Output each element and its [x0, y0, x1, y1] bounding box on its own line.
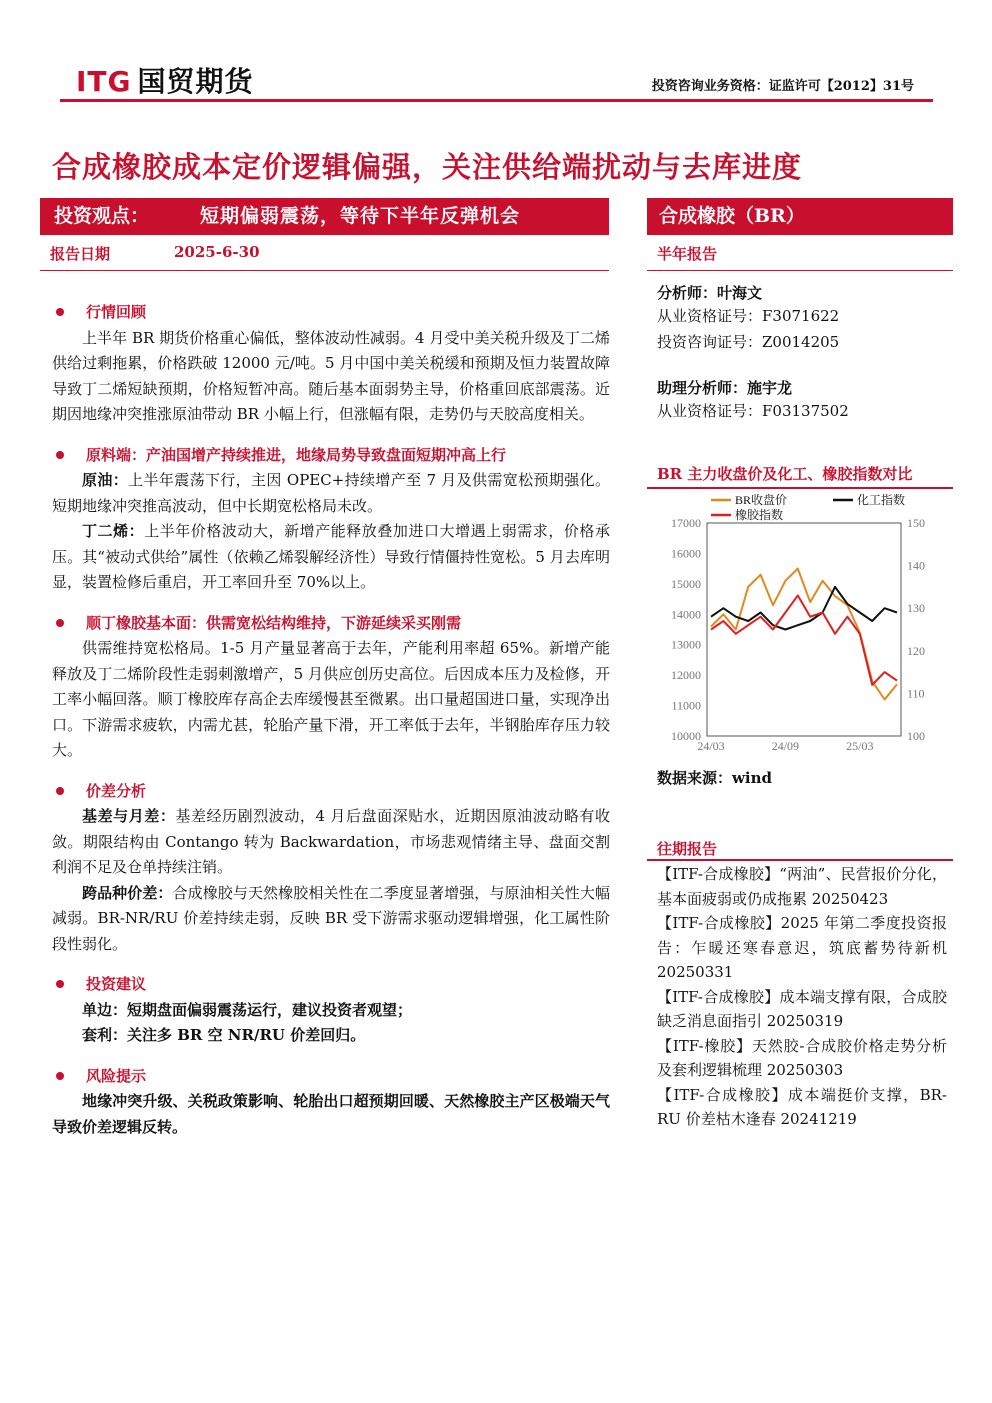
- analyst-cert-1: 从业资格证号：F3071622: [657, 307, 840, 325]
- series-line: [711, 587, 897, 630]
- left-axis-ticks: [671, 516, 701, 743]
- section-review: [52, 300, 610, 428]
- assistant-name: 助理分析师：施宇龙: [657, 379, 793, 397]
- section-title: 原料端：产油国增产持续推进，地缘局势导致盘面短期冲高上行: [86, 445, 507, 464]
- left-tick-label: 11000: [671, 698, 701, 713]
- right-axis-ticks: [907, 516, 925, 743]
- header-divider: [60, 99, 933, 102]
- left-tick-label: 13000: [671, 637, 701, 652]
- prev-report-item[interactable]: 【ITF-橡胶】天然胶-合成胶价格走势分析及套利逻辑梳理 20250303: [657, 1036, 947, 1079]
- prev-reports-divider: [647, 859, 953, 861]
- bullet-icon: [56, 1072, 64, 1080]
- left-tick-label: 17000: [671, 516, 701, 530]
- main-content: [52, 300, 610, 1140]
- viewpoint-label: 投资观点：: [54, 205, 150, 227]
- butadiene-text: 上半年价格波动大，新增产能释放叠加进口大增遇上弱需求，价格承压。其“被动式供给”属性（依赖乙烯裂解经济性）导致行情僵持性宽松。5 月去库明显，装置检修后重启，开工率回升至 70%以上。: [52, 522, 610, 591]
- risk-text: 地缘冲突升级、关税政策影响、轮胎出口超预期回暖、天然橡胶主产区极端天气导致价差逻辑反转。: [52, 1092, 610, 1136]
- x-tick-label: 24/03: [697, 739, 725, 753]
- legend-label: BR收盘价: [735, 493, 788, 507]
- left-tick-label: 10000: [671, 729, 701, 743]
- report-date-value: 2025-6-30: [174, 243, 260, 261]
- product-bar: 合成橡胶（BR）: [647, 198, 953, 235]
- bullet-icon: [56, 308, 64, 316]
- prev-reports-title: 往期报告: [657, 840, 718, 858]
- section-advice: [52, 972, 610, 1049]
- section-text: 供需维持宽松格局。1-5 月产量显著高于去年，产能利用率超 65%。新增产能释放及丁二烯阶段性走弱刺激增产，5 月供应创历史高位。后因成本压力及检修，开工率小幅回落。顺丁橡胶库存高企去库缓慢甚至微累。出口量超国进口量，实现净出口。下游需求疲软，内需尤甚，轮胎产量下滑，开工率低于去年，半钢胎库存压力较大。: [52, 639, 610, 759]
- left-tick-label: 14000: [671, 607, 701, 622]
- analyst-name: 分析师：叶海文: [657, 284, 763, 302]
- company-logo: [76, 60, 254, 100]
- section-fundamental: [52, 611, 610, 764]
- report-date-label: 报告日期: [50, 245, 111, 263]
- series-line: [711, 595, 897, 685]
- license-text: 投资咨询业务资格：证监许可【2012】31号: [651, 79, 914, 94]
- bullet-icon: [56, 787, 64, 795]
- advice-line-1: 单边：短期盘面偏弱震荡运行，建议投资者观望；: [82, 1000, 413, 1019]
- bullet-icon: [56, 451, 64, 459]
- basis-text: 基差经历剧烈波动，4 月后盘面深贴水，近期因原油波动略有收敛。期限结构由 Contango 转为 Backwardation，市场悲观情绪主导、盘面交割利润不足及仓单持续注销。: [52, 807, 610, 876]
- section-title: 风险提示: [86, 1066, 147, 1085]
- series-line: [711, 569, 897, 700]
- right-tick-label: 120: [907, 643, 925, 658]
- section-raw: [52, 443, 610, 596]
- viewpoint-bar: [40, 198, 609, 235]
- assistant-cert: 从业资格证号：F03137502: [657, 402, 849, 420]
- prev-report-item[interactable]: 【ITF-合成橡胶】成本端支撑有限，合成胶缺乏消息面指引 20250319: [657, 987, 947, 1030]
- basis-label: 基差与月差：: [82, 807, 176, 825]
- butadiene-label: 丁二烯：: [82, 522, 145, 540]
- crude-paragraph: [52, 468, 610, 519]
- prev-reports-list: [657, 862, 947, 1132]
- cross-text: 合成橡胶与天然橡胶相关性在二季度显著增强，与原油相关性大幅减弱。BR-NR/RU 价差持续走弱，反映 BR 受下游需求驱动逻辑增强，化工属性阶段性弱化。: [52, 883, 610, 953]
- prev-report-item[interactable]: 【ITF-合成橡胶】2025 年第二季度投资报告：乍暖还寒春意迟，筑底蓄势待新机 20250331: [657, 914, 947, 981]
- analyst-cert-2: 投资咨询证号：Z0014205: [657, 333, 840, 351]
- butadiene-paragraph: [52, 519, 610, 596]
- report-date-row: [40, 236, 609, 271]
- cross-label: 跨品种价差：: [82, 883, 173, 902]
- chart-legend: [711, 492, 905, 522]
- right-tick-label: 100: [907, 729, 925, 743]
- right-tick-label: 150: [907, 516, 925, 530]
- crude-text: 上半年震荡下行，主因 OPEC+持续增产至 7 月及供需宽松预期强化。短期地缘冲突推高波动，但中长期宽松格局未改。: [52, 471, 610, 515]
- data-source: 数据来源：wind: [657, 769, 773, 787]
- crude-label: 原油：: [82, 471, 129, 489]
- section-title: 顺丁橡胶基本面：供需宽松结构维持，下游延续采买刚需: [86, 613, 462, 632]
- left-tick-label: 16000: [671, 546, 701, 561]
- right-tick-label: 140: [907, 558, 925, 573]
- section-title: 行情回顾: [86, 303, 147, 321]
- report-type: 半年报告: [657, 245, 718, 263]
- bullet-icon: [56, 619, 64, 627]
- x-tick-label: 25/03: [846, 739, 874, 753]
- prev-report-item[interactable]: 【ITF-合成橡胶】成本端挺价支撑，BR-RU 价差枯木逢春 20241219: [657, 1085, 947, 1128]
- x-axis-ticks: [697, 739, 873, 753]
- report-type-row: [647, 236, 953, 271]
- chart-title-divider: [647, 487, 953, 489]
- logo-itg: ITG: [76, 65, 132, 98]
- section-spread: [52, 779, 610, 958]
- section-risk: [52, 1064, 610, 1141]
- left-tick-label: 15000: [671, 576, 701, 591]
- report-title: 合成橡胶成本定价逻辑偏强，关注供给端扰动与去库进度: [52, 150, 803, 184]
- chart-lines: [711, 569, 897, 700]
- chart-title: BR 主力收盘价及化工、橡胶指数对比: [657, 465, 913, 483]
- price-index-chart: [647, 490, 947, 760]
- advice-line-2: 套利：关注多 BR 空 NR/RU 价差回归。: [82, 1026, 366, 1044]
- basis-paragraph: [52, 804, 610, 881]
- left-tick-label: 12000: [671, 668, 701, 683]
- bullet-icon: [56, 980, 64, 988]
- section-title: 投资建议: [86, 975, 147, 993]
- prev-report-item[interactable]: 【ITF-合成橡胶】“两油”、民营报价分化，基本面疲弱或仍成拖累 20250423: [657, 865, 947, 908]
- cross-paragraph: [52, 881, 610, 958]
- viewpoint-text: 短期偏弱震荡，等待下半年反弹机会: [200, 205, 521, 227]
- logo-name: 国贸期货: [137, 65, 254, 98]
- x-tick-label: 24/09: [771, 739, 800, 753]
- section-text: 上半年 BR 期货价格重心偏低，整体波动性减弱。4 月受中美关税升级及丁二烯供给过剩拖累，价格跌破 12000 元/吨。5 月中国中美关税缓和预期及恒力装置故障导致丁二烯短缺预期，价格短暂冲高。随后基本面弱势主导，价格重回底部震荡。近期因地缘冲突推涨原油带动 BR 小幅上行，但涨幅有限，走势仍与天胶高度相关。: [52, 328, 610, 423]
- right-tick-label: 130: [907, 601, 925, 616]
- legend-label: 橡胶指数: [735, 508, 784, 522]
- right-tick-label: 110: [907, 686, 925, 701]
- section-title: 价差分析: [86, 781, 147, 800]
- legend-label: 化工指数: [857, 493, 906, 507]
